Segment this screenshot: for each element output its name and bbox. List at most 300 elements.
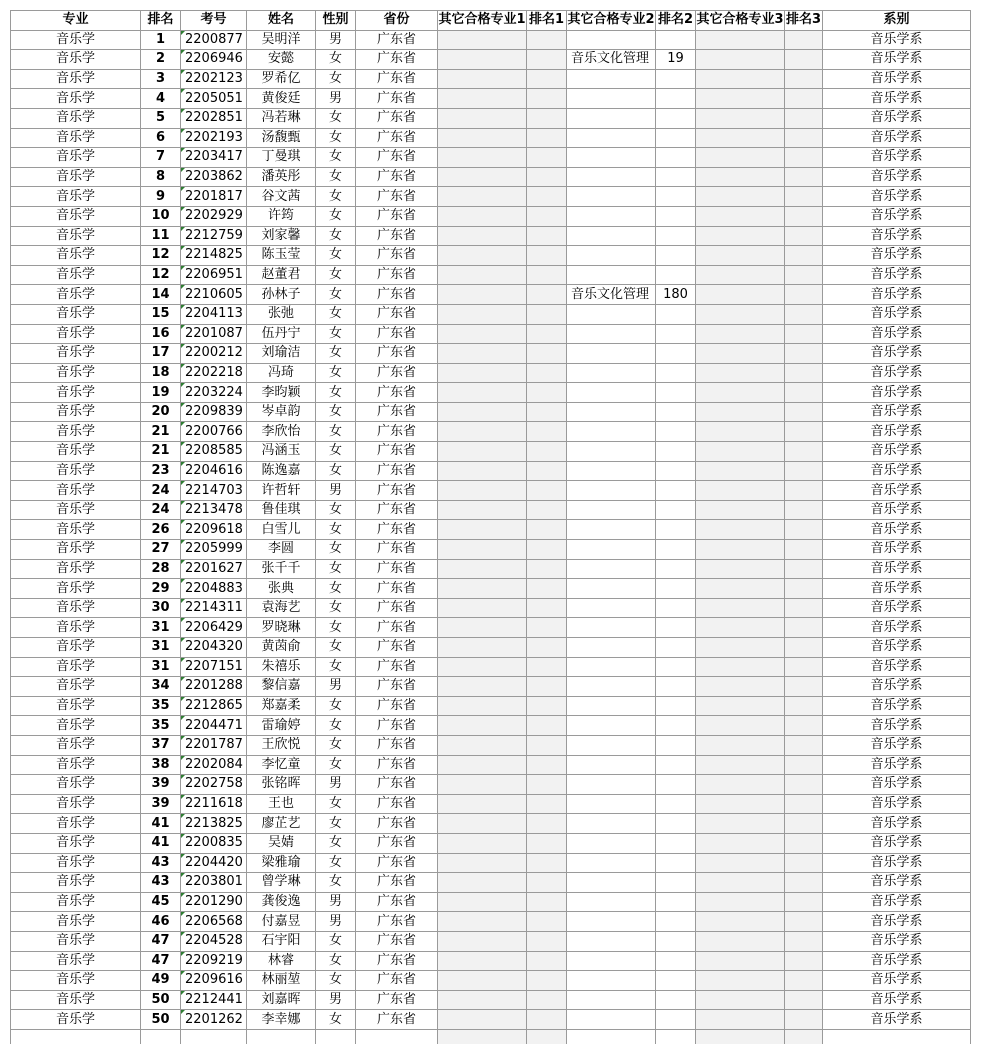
cell-department[interactable]: 音乐学系	[823, 677, 971, 697]
cell-rank-3[interactable]	[785, 794, 823, 814]
cell-rank[interactable]: 6	[141, 128, 181, 148]
cell-gender[interactable]: 女	[316, 716, 356, 736]
cell-province[interactable]: 广东省	[356, 638, 438, 658]
cell-gender[interactable]: 男	[316, 677, 356, 697]
cell-exam-id[interactable]: 2204420	[181, 853, 247, 873]
cell-rank[interactable]: 39	[141, 775, 181, 795]
header-rank-3[interactable]: 排名3	[785, 11, 823, 31]
cell-other-major-2[interactable]	[567, 520, 656, 540]
cell-other-major-1[interactable]	[438, 696, 527, 716]
cell-gender[interactable]: 女	[316, 246, 356, 266]
cell-rank-1[interactable]	[527, 206, 567, 226]
cell-department[interactable]: 音乐学系	[823, 304, 971, 324]
cell-rank[interactable]: 29	[141, 579, 181, 599]
header-other-major-1[interactable]: 其它合格专业1	[438, 11, 527, 31]
cell-gender[interactable]: 女	[316, 638, 356, 658]
cell-exam-id[interactable]: 2202084	[181, 755, 247, 775]
cell-major[interactable]: 音乐学	[11, 873, 141, 893]
cell-rank-1[interactable]	[527, 422, 567, 442]
cell-rank-1[interactable]	[527, 696, 567, 716]
cell-other-major-3[interactable]	[696, 246, 785, 266]
cell-other-major-2[interactable]	[567, 540, 656, 560]
cell-rank[interactable]: 10	[141, 206, 181, 226]
cell-province[interactable]: 广东省	[356, 344, 438, 364]
cell-other-major-2[interactable]	[567, 579, 656, 599]
cell-gender[interactable]: 女	[316, 794, 356, 814]
cell-other-major-2[interactable]: 音乐文化管理	[567, 50, 656, 70]
cell-other-major-3[interactable]	[696, 461, 785, 481]
cell-rank-3[interactable]	[785, 638, 823, 658]
cell-province[interactable]: 广东省	[356, 167, 438, 187]
cell-exam-id[interactable]: 2201817	[181, 187, 247, 207]
cell-exam-id[interactable]: 2204471	[181, 716, 247, 736]
cell-rank[interactable]: 49	[141, 971, 181, 991]
cell-major[interactable]: 音乐学	[11, 853, 141, 873]
cell-rank-3[interactable]	[785, 285, 823, 305]
cell-other-major-1[interactable]	[438, 657, 527, 677]
cell-province[interactable]: 广东省	[356, 108, 438, 128]
cell-exam-id[interactable]: 2209839	[181, 402, 247, 422]
cell-other-major-1[interactable]	[438, 716, 527, 736]
cell-other-major-2[interactable]	[567, 559, 656, 579]
cell-province[interactable]: 广东省	[356, 931, 438, 951]
cell-province[interactable]: 广东省	[356, 618, 438, 638]
cell-other-major-1[interactable]	[438, 598, 527, 618]
empty-cell[interactable]	[141, 1029, 181, 1044]
cell-exam-id[interactable]: 2204883	[181, 579, 247, 599]
cell-gender[interactable]: 男	[316, 775, 356, 795]
cell-department[interactable]: 音乐学系	[823, 285, 971, 305]
cell-province[interactable]: 广东省	[356, 481, 438, 501]
cell-other-major-3[interactable]	[696, 226, 785, 246]
cell-exam-id[interactable]: 2205051	[181, 89, 247, 109]
cell-rank[interactable]: 46	[141, 912, 181, 932]
cell-rank-1[interactable]	[527, 853, 567, 873]
cell-exam-id[interactable]: 2201262	[181, 1010, 247, 1030]
cell-gender[interactable]: 男	[316, 89, 356, 109]
cell-other-major-1[interactable]	[438, 853, 527, 873]
cell-name[interactable]: 罗晓琳	[247, 618, 316, 638]
cell-rank[interactable]: 23	[141, 461, 181, 481]
cell-rank[interactable]: 12	[141, 265, 181, 285]
cell-exam-id[interactable]: 2213478	[181, 500, 247, 520]
cell-other-major-3[interactable]	[696, 442, 785, 462]
cell-rank-3[interactable]	[785, 324, 823, 344]
cell-rank[interactable]: 15	[141, 304, 181, 324]
cell-other-major-2[interactable]	[567, 246, 656, 266]
cell-province[interactable]: 广东省	[356, 833, 438, 853]
cell-name[interactable]: 潘英彤	[247, 167, 316, 187]
cell-major[interactable]: 音乐学	[11, 971, 141, 991]
cell-major[interactable]: 音乐学	[11, 344, 141, 364]
cell-gender[interactable]: 女	[316, 422, 356, 442]
cell-rank[interactable]: 2	[141, 50, 181, 70]
cell-other-major-3[interactable]	[696, 422, 785, 442]
cell-major[interactable]: 音乐学	[11, 892, 141, 912]
cell-other-major-3[interactable]	[696, 304, 785, 324]
cell-rank-3[interactable]	[785, 1010, 823, 1030]
cell-gender[interactable]: 女	[316, 520, 356, 540]
cell-exam-id[interactable]: 2204113	[181, 304, 247, 324]
cell-rank-2[interactable]	[656, 442, 696, 462]
cell-exam-id[interactable]: 2201787	[181, 735, 247, 755]
cell-other-major-2[interactable]	[567, 383, 656, 403]
cell-gender[interactable]: 女	[316, 696, 356, 716]
cell-other-major-3[interactable]	[696, 520, 785, 540]
cell-major[interactable]: 音乐学	[11, 108, 141, 128]
cell-other-major-1[interactable]	[438, 951, 527, 971]
cell-department[interactable]: 音乐学系	[823, 187, 971, 207]
cell-province[interactable]: 广东省	[356, 500, 438, 520]
cell-other-major-1[interactable]	[438, 540, 527, 560]
cell-rank-1[interactable]	[527, 520, 567, 540]
cell-rank-2[interactable]	[656, 814, 696, 834]
cell-major[interactable]: 音乐学	[11, 833, 141, 853]
cell-other-major-2[interactable]	[567, 755, 656, 775]
cell-province[interactable]: 广东省	[356, 990, 438, 1010]
cell-rank-1[interactable]	[527, 735, 567, 755]
cell-rank[interactable]: 50	[141, 990, 181, 1010]
header-gender[interactable]: 性别	[316, 11, 356, 31]
cell-gender[interactable]: 女	[316, 128, 356, 148]
cell-rank[interactable]: 7	[141, 148, 181, 168]
cell-rank-2[interactable]	[656, 128, 696, 148]
cell-rank-3[interactable]	[785, 618, 823, 638]
cell-other-major-3[interactable]	[696, 873, 785, 893]
cell-department[interactable]: 音乐学系	[823, 559, 971, 579]
cell-other-major-2[interactable]	[567, 167, 656, 187]
cell-other-major-1[interactable]	[438, 873, 527, 893]
cell-other-major-3[interactable]	[696, 598, 785, 618]
cell-department[interactable]: 音乐学系	[823, 912, 971, 932]
cell-name[interactable]: 安懿	[247, 50, 316, 70]
cell-major[interactable]: 音乐学	[11, 69, 141, 89]
cell-rank-3[interactable]	[785, 50, 823, 70]
cell-rank-1[interactable]	[527, 304, 567, 324]
cell-rank-2[interactable]: 19	[656, 50, 696, 70]
cell-province[interactable]: 广东省	[356, 402, 438, 422]
cell-other-major-2[interactable]	[567, 657, 656, 677]
cell-exam-id[interactable]: 2204616	[181, 461, 247, 481]
cell-rank-1[interactable]	[527, 912, 567, 932]
cell-rank-3[interactable]	[785, 716, 823, 736]
cell-rank-3[interactable]	[785, 402, 823, 422]
cell-rank-3[interactable]	[785, 540, 823, 560]
cell-other-major-2[interactable]	[567, 108, 656, 128]
cell-name[interactable]: 刘瑜洁	[247, 344, 316, 364]
cell-name[interactable]: 陈玉莹	[247, 246, 316, 266]
cell-rank-2[interactable]	[656, 363, 696, 383]
cell-department[interactable]: 音乐学系	[823, 344, 971, 364]
cell-gender[interactable]: 女	[316, 226, 356, 246]
cell-rank-3[interactable]	[785, 931, 823, 951]
cell-major[interactable]: 音乐学	[11, 422, 141, 442]
cell-exam-id[interactable]: 2206429	[181, 618, 247, 638]
cell-other-major-3[interactable]	[696, 383, 785, 403]
cell-rank-1[interactable]	[527, 971, 567, 991]
cell-other-major-3[interactable]	[696, 833, 785, 853]
cell-other-major-1[interactable]	[438, 618, 527, 638]
cell-rank-1[interactable]	[527, 500, 567, 520]
cell-gender[interactable]: 女	[316, 69, 356, 89]
cell-rank-1[interactable]	[527, 775, 567, 795]
cell-name[interactable]: 梁雅瑜	[247, 853, 316, 873]
cell-other-major-1[interactable]	[438, 500, 527, 520]
cell-department[interactable]: 音乐学系	[823, 951, 971, 971]
cell-other-major-1[interactable]	[438, 344, 527, 364]
cell-rank-1[interactable]	[527, 226, 567, 246]
cell-other-major-1[interactable]	[438, 285, 527, 305]
cell-rank[interactable]: 34	[141, 677, 181, 697]
cell-rank-2[interactable]	[656, 206, 696, 226]
cell-gender[interactable]: 女	[316, 363, 356, 383]
cell-rank[interactable]: 16	[141, 324, 181, 344]
cell-gender[interactable]: 女	[316, 402, 356, 422]
cell-rank-3[interactable]	[785, 912, 823, 932]
cell-rank[interactable]: 21	[141, 442, 181, 462]
cell-rank-2[interactable]	[656, 892, 696, 912]
cell-other-major-1[interactable]	[438, 206, 527, 226]
cell-other-major-2[interactable]	[567, 618, 656, 638]
cell-department[interactable]: 音乐学系	[823, 892, 971, 912]
cell-gender[interactable]: 女	[316, 951, 356, 971]
cell-province[interactable]: 广东省	[356, 794, 438, 814]
cell-department[interactable]: 音乐学系	[823, 363, 971, 383]
cell-other-major-1[interactable]	[438, 931, 527, 951]
cell-rank-2[interactable]: 180	[656, 285, 696, 305]
cell-name[interactable]: 张弛	[247, 304, 316, 324]
cell-rank-2[interactable]	[656, 520, 696, 540]
cell-other-major-2[interactable]	[567, 638, 656, 658]
cell-rank-3[interactable]	[785, 500, 823, 520]
cell-rank[interactable]: 43	[141, 873, 181, 893]
cell-exam-id[interactable]: 2200877	[181, 30, 247, 50]
cell-major[interactable]: 音乐学	[11, 89, 141, 109]
cell-gender[interactable]: 女	[316, 833, 356, 853]
cell-rank-2[interactable]	[656, 775, 696, 795]
cell-other-major-2[interactable]	[567, 951, 656, 971]
cell-rank-1[interactable]	[527, 951, 567, 971]
cell-exam-id[interactable]: 2206951	[181, 265, 247, 285]
cell-province[interactable]: 广东省	[356, 442, 438, 462]
cell-rank-1[interactable]	[527, 794, 567, 814]
cell-other-major-3[interactable]	[696, 951, 785, 971]
cell-gender[interactable]: 女	[316, 755, 356, 775]
cell-other-major-1[interactable]	[438, 363, 527, 383]
cell-rank-3[interactable]	[785, 246, 823, 266]
cell-name[interactable]: 雷瑜婷	[247, 716, 316, 736]
cell-other-major-2[interactable]	[567, 461, 656, 481]
cell-rank-3[interactable]	[785, 853, 823, 873]
cell-name[interactable]: 刘嘉晖	[247, 990, 316, 1010]
cell-other-major-1[interactable]	[438, 892, 527, 912]
cell-name[interactable]: 黄茵俞	[247, 638, 316, 658]
cell-province[interactable]: 广东省	[356, 873, 438, 893]
empty-cell[interactable]	[567, 1029, 656, 1044]
cell-province[interactable]: 广东省	[356, 559, 438, 579]
cell-rank-3[interactable]	[785, 579, 823, 599]
cell-department[interactable]: 音乐学系	[823, 931, 971, 951]
cell-exam-id[interactable]: 2211618	[181, 794, 247, 814]
cell-rank-1[interactable]	[527, 324, 567, 344]
cell-department[interactable]: 音乐学系	[823, 148, 971, 168]
cell-other-major-3[interactable]	[696, 30, 785, 50]
cell-other-major-2[interactable]	[567, 324, 656, 344]
cell-gender[interactable]: 女	[316, 167, 356, 187]
cell-department[interactable]: 音乐学系	[823, 716, 971, 736]
cell-province[interactable]: 广东省	[356, 1010, 438, 1030]
cell-other-major-2[interactable]	[567, 971, 656, 991]
cell-other-major-1[interactable]	[438, 167, 527, 187]
cell-other-major-3[interactable]	[696, 69, 785, 89]
cell-gender[interactable]: 男	[316, 892, 356, 912]
cell-rank-2[interactable]	[656, 559, 696, 579]
cell-name[interactable]: 赵董君	[247, 265, 316, 285]
cell-other-major-2[interactable]	[567, 853, 656, 873]
cell-name[interactable]: 孙林子	[247, 285, 316, 305]
cell-rank-2[interactable]	[656, 108, 696, 128]
empty-cell[interactable]	[527, 1029, 567, 1044]
empty-cell[interactable]	[785, 1029, 823, 1044]
cell-other-major-1[interactable]	[438, 128, 527, 148]
empty-cell[interactable]	[316, 1029, 356, 1044]
cell-rank[interactable]: 37	[141, 735, 181, 755]
cell-province[interactable]: 广东省	[356, 951, 438, 971]
cell-rank-3[interactable]	[785, 304, 823, 324]
cell-rank-1[interactable]	[527, 402, 567, 422]
cell-other-major-3[interactable]	[696, 500, 785, 520]
cell-rank-3[interactable]	[785, 226, 823, 246]
cell-rank-2[interactable]	[656, 383, 696, 403]
cell-major[interactable]: 音乐学	[11, 931, 141, 951]
cell-other-major-3[interactable]	[696, 89, 785, 109]
cell-gender[interactable]: 女	[316, 324, 356, 344]
cell-rank-2[interactable]	[656, 638, 696, 658]
cell-exam-id[interactable]: 2209219	[181, 951, 247, 971]
cell-province[interactable]: 广东省	[356, 187, 438, 207]
cell-rank-2[interactable]	[656, 324, 696, 344]
cell-gender[interactable]: 男	[316, 481, 356, 501]
cell-exam-id[interactable]: 2205999	[181, 540, 247, 560]
cell-other-major-3[interactable]	[696, 540, 785, 560]
cell-rank[interactable]: 38	[141, 755, 181, 775]
cell-rank-1[interactable]	[527, 716, 567, 736]
cell-other-major-1[interactable]	[438, 89, 527, 109]
cell-other-major-2[interactable]	[567, 990, 656, 1010]
cell-major[interactable]: 音乐学	[11, 148, 141, 168]
cell-rank-2[interactable]	[656, 853, 696, 873]
cell-province[interactable]: 广东省	[356, 520, 438, 540]
cell-province[interactable]: 广东省	[356, 677, 438, 697]
cell-gender[interactable]: 女	[316, 931, 356, 951]
header-other-major-2[interactable]: 其它合格专业2	[567, 11, 656, 31]
cell-gender[interactable]: 女	[316, 206, 356, 226]
cell-rank-2[interactable]	[656, 794, 696, 814]
cell-exam-id[interactable]: 2203224	[181, 383, 247, 403]
cell-other-major-1[interactable]	[438, 990, 527, 1010]
cell-exam-id[interactable]: 2214311	[181, 598, 247, 618]
cell-rank-3[interactable]	[785, 735, 823, 755]
cell-province[interactable]: 广东省	[356, 735, 438, 755]
cell-name[interactable]: 伍丹宁	[247, 324, 316, 344]
cell-name[interactable]: 王也	[247, 794, 316, 814]
cell-rank-2[interactable]	[656, 481, 696, 501]
cell-province[interactable]: 广东省	[356, 89, 438, 109]
cell-rank-1[interactable]	[527, 540, 567, 560]
cell-rank-3[interactable]	[785, 696, 823, 716]
cell-major[interactable]: 音乐学	[11, 735, 141, 755]
cell-other-major-3[interactable]	[696, 187, 785, 207]
cell-name[interactable]: 罗希亿	[247, 69, 316, 89]
cell-name[interactable]: 谷文茜	[247, 187, 316, 207]
cell-province[interactable]: 广东省	[356, 363, 438, 383]
cell-major[interactable]: 音乐学	[11, 696, 141, 716]
cell-gender[interactable]: 女	[316, 540, 356, 560]
cell-other-major-2[interactable]	[567, 422, 656, 442]
cell-province[interactable]: 广东省	[356, 265, 438, 285]
cell-rank-2[interactable]	[656, 1010, 696, 1030]
cell-gender[interactable]: 女	[316, 442, 356, 462]
cell-rank-2[interactable]	[656, 716, 696, 736]
cell-rank[interactable]: 24	[141, 500, 181, 520]
cell-other-major-3[interactable]	[696, 735, 785, 755]
cell-name[interactable]: 林丽堃	[247, 971, 316, 991]
cell-other-major-1[interactable]	[438, 775, 527, 795]
cell-other-major-2[interactable]	[567, 1010, 656, 1030]
cell-major[interactable]: 音乐学	[11, 363, 141, 383]
cell-rank-1[interactable]	[527, 559, 567, 579]
cell-rank-1[interactable]	[527, 128, 567, 148]
cell-exam-id[interactable]: 2203417	[181, 148, 247, 168]
cell-rank[interactable]: 12	[141, 246, 181, 266]
cell-major[interactable]: 音乐学	[11, 304, 141, 324]
cell-other-major-1[interactable]	[438, 226, 527, 246]
cell-rank-2[interactable]	[656, 971, 696, 991]
cell-exam-id[interactable]: 2201627	[181, 559, 247, 579]
cell-rank[interactable]: 47	[141, 931, 181, 951]
empty-cell[interactable]	[823, 1029, 971, 1044]
cell-major[interactable]: 音乐学	[11, 500, 141, 520]
cell-name[interactable]: 刘家馨	[247, 226, 316, 246]
cell-other-major-2[interactable]	[567, 873, 656, 893]
cell-province[interactable]: 广东省	[356, 814, 438, 834]
cell-province[interactable]: 广东省	[356, 304, 438, 324]
cell-rank-3[interactable]	[785, 69, 823, 89]
cell-other-major-2[interactable]	[567, 187, 656, 207]
cell-rank[interactable]: 14	[141, 285, 181, 305]
cell-province[interactable]: 广东省	[356, 422, 438, 442]
cell-province[interactable]: 广东省	[356, 579, 438, 599]
cell-name[interactable]: 许哲轩	[247, 481, 316, 501]
cell-other-major-2[interactable]	[567, 89, 656, 109]
cell-department[interactable]: 音乐学系	[823, 422, 971, 442]
cell-other-major-3[interactable]	[696, 50, 785, 70]
cell-department[interactable]: 音乐学系	[823, 442, 971, 462]
cell-rank[interactable]: 27	[141, 540, 181, 560]
cell-other-major-3[interactable]	[696, 618, 785, 638]
empty-cell[interactable]	[11, 1029, 141, 1044]
cell-other-major-1[interactable]	[438, 638, 527, 658]
cell-rank-1[interactable]	[527, 89, 567, 109]
cell-province[interactable]: 广东省	[356, 148, 438, 168]
cell-province[interactable]: 广东省	[356, 540, 438, 560]
header-major[interactable]: 专业	[11, 11, 141, 31]
cell-exam-id[interactable]: 2202851	[181, 108, 247, 128]
cell-exam-id[interactable]: 2201290	[181, 892, 247, 912]
cell-other-major-3[interactable]	[696, 853, 785, 873]
cell-major[interactable]: 音乐学	[11, 265, 141, 285]
cell-province[interactable]: 广东省	[356, 383, 438, 403]
